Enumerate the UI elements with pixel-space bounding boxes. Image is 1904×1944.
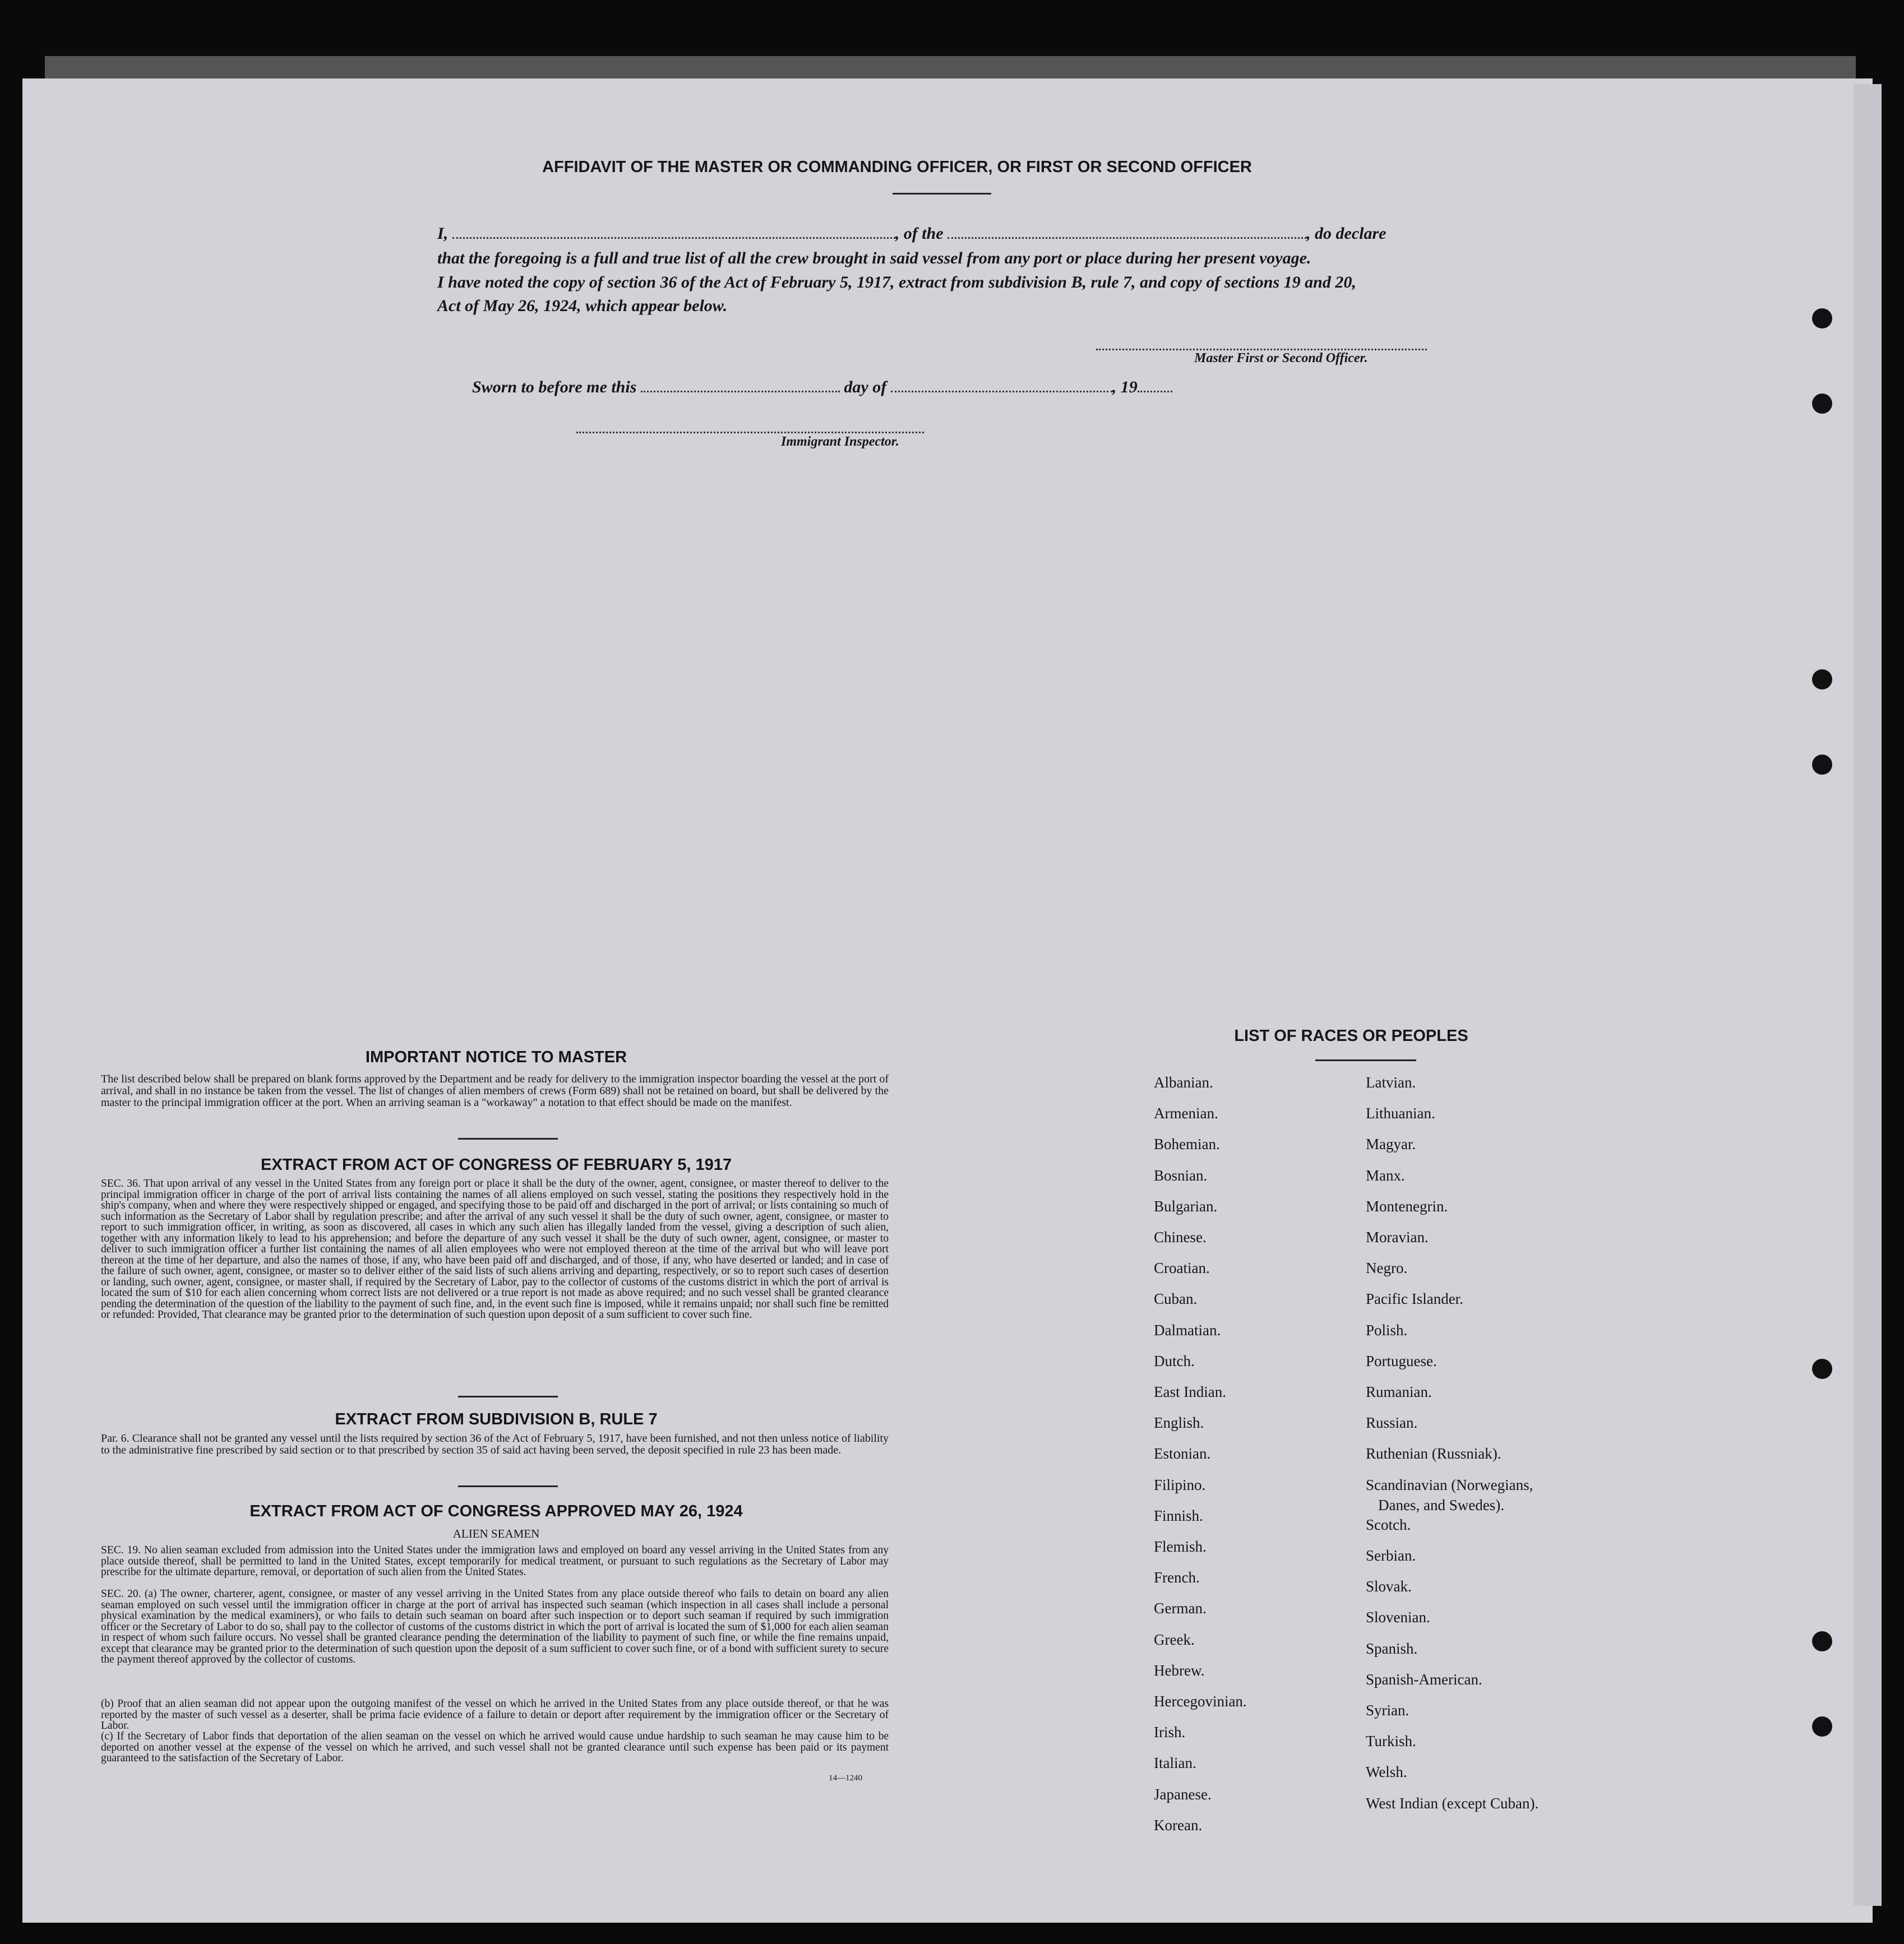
race-item: Albanian. [1154,1074,1213,1091]
races-title: LIST OF RACES OR PEOPLES [1234,1027,1468,1045]
race-item: Magyar. [1366,1136,1416,1152]
race-item: Filipino. [1154,1476,1206,1493]
race-item: Bosnian. [1154,1167,1208,1184]
race-item: Croatian. [1154,1260,1210,1276]
race-item: Bulgarian. [1154,1198,1218,1215]
sec20c-text: (c) If the Secretary of Labor finds that deportation of the alien seaman on the vessel on which he arrived would cause undue hardship to such seaman he may cause him to be deported on another vessel at the expense of the vessel on which he arrived, and such vessel shall not be granted clearance until such expense has been paid or its payment guaranteed to the satisfaction of the Secretary of Labor. [101,1730,889,1764]
race-item: Dalmatian. [1154,1322,1221,1339]
day-blank [641,391,840,392]
race-item: German. [1154,1600,1207,1617]
inspector-signature-line [576,432,924,433]
affidavit-title: AFFIDAVIT OF THE MASTER OR COMMANDING OFFICER, OR FIRST OR SECOND OFFICER [542,158,1252,176]
page-edge [1854,84,1882,1906]
race-item: Slovak. [1366,1578,1412,1595]
race-item: Syrian. [1366,1702,1409,1719]
sworn-label: Sworn to before me this [472,378,637,396]
year-label: , 19 [1112,378,1138,396]
race-item: Korean. [1154,1817,1203,1834]
extract-1917-text: SEC. 36. That upon arrival of any vessel in the United States from any foreign port or place it shall be the duty of the owner, agent, consignee, or master thereof to deliver to the principal immigration officer in charge of the port of arrival lists containing the names of all aliens employed on such vessel, stating the positions they respectively hold in the ship's company, when and where they were respectively shipped or engaged, and specifying those to be paid off and discharged in the port of arrival; or lists containing so much of such information as the Secretary of Labor shall by regulation prescribe; and after the arrival of any such vessel it shall be the duty of such owner, agent, consignee, or master to report to such immigration officer, in writing, as soon as discovered, all cases in which any such alien has illegally landed from the vessel, giving a description of such alien, together with any information likely to lead to his apprehension; and before the departure of any such vessel it shall be the duty of such owner, agent, consignee, or master to deliver to such immigration officer a further list containing the names of all alien employees who were not employed thereon at the time of the arrival but who will leave port thereon at the time of her departure, and also the names of those, if any, who have been paid off and discharged, and of those, if any, who have deserted or landed; and in case of the failure of such owner, agent, consignee, or master so to deliver either of the said lists of such aliens arriving and departing, respectively, or so to report such cases of desertion or landing, such owner, agent, consignee, or master shall, if required by the Secretary of Labor, pay to the collector of customs of the customs district in which the port of arrival is located the sum of $10 for each alien concerning whom correct lists are not delivered or a true report is not made as above required; and no such vessel shall be granted clearance pending the determination of the question of the liability to the payment of such fine, and, in the event such fine is imposed, while it remains unpaid; nor shall such fine be remitted or refunded: Provided, That clearance may be granted prior to the determination of such question upon deposit of a sum sufficient to cover such fine. [101,1178,889,1321]
notice-rule [458,1138,558,1140]
race-item: Bohemian. [1154,1136,1220,1152]
notice-title: IMPORTANT NOTICE TO MASTER [365,1048,627,1066]
race-item: Hercegovinian. [1154,1693,1247,1710]
sec20a-text: SEC. 20. (a) The owner, charterer, agent, consignee, or master of any vessel arriving in the United States from any place outside thereof who fails to detain on board any alien seaman employed on such vessel until the immigration officer in charge at the port of arrival has inspected such seaman (which inspection in all cases shall include a personal physical examination by the medical examiners), or who fails to detain such seaman on board after such inspection or to deport such seaman if required by such immigration officer or the Secretary of Labor to do so, shall pay to the collector of customs of the customs district in which the port of arrival is located the sum of $1,000 for each alien seaman in respect of whom such failure occurs. No vessel shall be granted clearance pending the determination of the liability to payment of such fine, or while the fine remains unpaid, except that clearance may be granted prior to the determination of such question upon the deposit of a sum sufficient to cover such fine, or of a bond with sufficient surety to secure the payment thereof approved by the collector of customs. [101,1588,889,1665]
affidavit-declaration-line [437,222,1386,246]
race-item: Lithuanian. [1366,1105,1435,1122]
master-signature-line [1096,349,1427,350]
extract-1917-rule [458,1396,558,1397]
race-item: Pacific Islander. [1366,1290,1463,1307]
i-label: I, [437,224,449,243]
affidavit-line-3: I have noted the copy of section 36 of the Act of February 5, 1917, extract from subdivision B, rule 7, and copy of sections 19 and 20, [437,273,1356,291]
race-item: English. [1154,1414,1204,1431]
race-item: Chinese. [1154,1229,1207,1246]
master-signature-label: Master First or Second Officer. [1194,351,1368,365]
affidavit-line-4: Act of May 26, 1924, which appear below. [437,297,728,315]
extract-1924-title: EXTRACT FROM ACT OF CONGRESS APPROVED MAY 26, 1924 [249,1502,743,1520]
notice-text: The list described below shall be prepared on blank forms approved by the Department and be ready for delivery to the immigration inspector boarding the vessel at the port of arrival, and shall in no instance be taken from the vessel. The list of changes of alien members of crews (Form 689) shall not be retained on board, but shall be delivered by the master to the principal immigration officer at the port. When an arriving seaman is a "workaway" a notation to that effect should be made on the manifest. [101,1073,889,1109]
race-item: Danes, and Swedes). [1378,1497,1504,1513]
race-item: Turkish. [1366,1733,1416,1749]
title-rule [893,193,991,195]
race-item: Serbian. [1366,1547,1416,1564]
race-item: Slovenian. [1366,1609,1430,1626]
binder-hole [1812,308,1832,328]
day-of-label: day of [844,378,887,396]
race-item: Welsh. [1366,1764,1407,1780]
affidavit-line-2: that the foregoing is a full and true list of all the crew brought in said vessel from any port or place during her present voyage. [437,249,1311,267]
race-item: Spanish. [1366,1640,1418,1657]
binder-hole [1812,755,1832,775]
of-the-label: , of the [895,224,944,243]
race-item: West Indian (except Cuban). [1366,1795,1539,1812]
race-item: Ruthenian (Russniak). [1366,1445,1501,1462]
race-item: Estonian. [1154,1445,1211,1462]
race-item: Montenegrin. [1366,1198,1448,1215]
race-item: Latvian. [1366,1074,1416,1091]
race-item: East Indian. [1154,1383,1226,1400]
race-item: Manx. [1366,1167,1405,1184]
race-item: Armenian. [1154,1105,1218,1122]
race-item: Greek. [1154,1631,1195,1648]
race-item: Russian. [1366,1414,1418,1431]
binder-hole [1812,394,1832,414]
race-item: Polish. [1366,1322,1408,1339]
race-item: Portuguese. [1366,1353,1437,1369]
races-rule [1315,1059,1416,1061]
rule7-title: EXTRACT FROM SUBDIVISION B, RULE 7 [335,1410,658,1428]
race-item: Scotch. [1366,1516,1411,1533]
race-item: Spanish-American. [1366,1671,1482,1688]
binder-hole [1812,1716,1832,1737]
race-item: Negro. [1366,1260,1408,1276]
year-blank [1138,391,1172,392]
race-item: Irish. [1154,1724,1186,1741]
sec19-text: SEC. 19. No alien seaman excluded from admission into the United States under the immigration laws and employed on board any vessel arriving in the United States from any place outside thereof, shall be permitted to land in the United States, except temporarily for medical treatment, or pursuant to such regulations as the Secretary of Labor may prescribe for the ultimate departure, removal, or deportation of such alien from the United States. [101,1544,889,1578]
inspector-signature-label: Immigrant Inspector. [781,434,899,449]
race-item: Flemish. [1154,1538,1207,1555]
name-blank [452,237,895,239]
form-number: 14—1240 [829,1774,862,1783]
rule7-text: Par. 6. Clearance shall not be granted any vessel until the lists required by section 36 of the Act of February 5, 1917, have been furnished, and not then unless notice of liability to the administrative fine prescribed by said section or to that prescribed by section 35 of said act having been served, the deposit specified in rule 23 has been made. [101,1432,889,1456]
race-item: Italian. [1154,1755,1196,1771]
race-item: Hebrew. [1154,1662,1205,1679]
alien-seamen-subtitle: ALIEN SEAMEN [452,1527,540,1540]
race-item: Finnish. [1154,1507,1203,1524]
month-blank [891,391,1112,392]
race-item: Japanese. [1154,1786,1212,1803]
binder-hole [1812,669,1832,689]
rule7-rule [458,1485,558,1487]
race-item: French. [1154,1569,1200,1586]
race-item: Rumanian. [1366,1383,1432,1400]
race-item: Cuban. [1154,1290,1198,1307]
binder-hole [1812,1631,1832,1651]
binder-hole [1812,1359,1832,1379]
race-item: Moravian. [1366,1229,1429,1246]
sec20b-text: (b) Proof that an alien seaman did not appear upon the outgoing manifest of the vessel on which he arrived in the United States from any place outside thereof, or that he was reported by the master of such vessel as a deserter, shall be prima facie evidence of a failure to detain or deport after requirement by the immigration officer or the Secretary of Labor. [101,1698,889,1732]
do-declare-label: , do declare [1306,224,1387,243]
race-item: Dutch. [1154,1353,1195,1369]
sworn-line [472,376,1172,399]
vessel-blank [948,237,1306,239]
race-item: Scandinavian (Norwegians, [1366,1476,1533,1493]
extract-1917-title: EXTRACT FROM ACT OF CONGRESS OF FEBRUARY 5, 1917 [260,1156,732,1174]
